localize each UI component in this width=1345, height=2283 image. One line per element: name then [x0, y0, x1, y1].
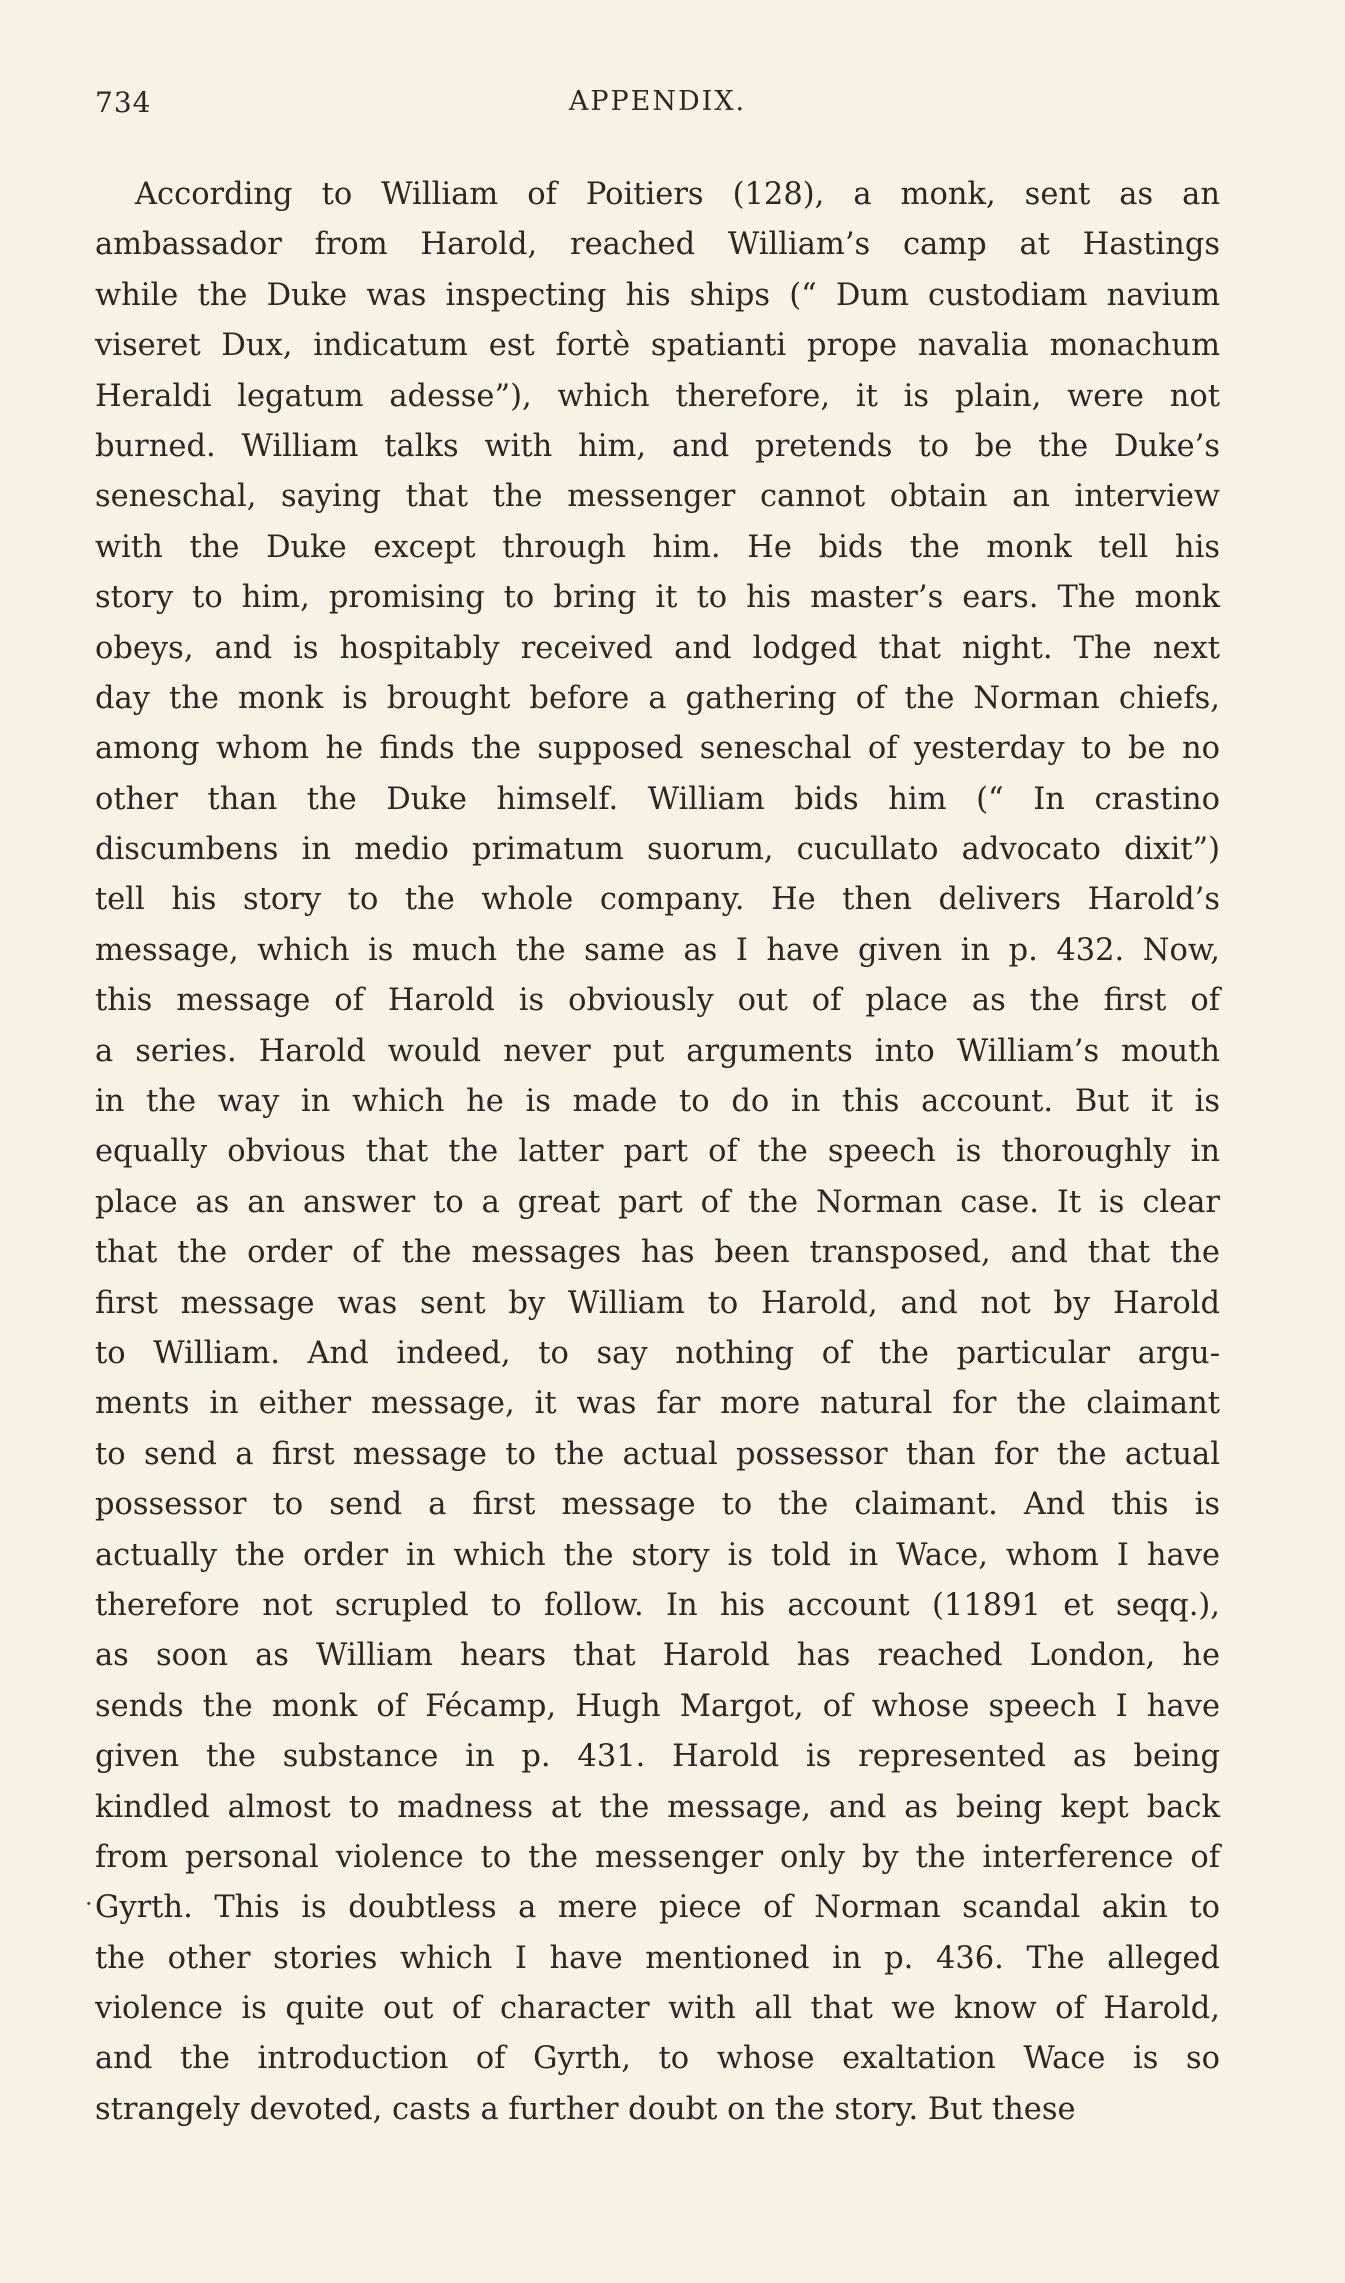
text-line: that the order of the messages has been transposed, and that the	[95, 1235, 1220, 1271]
text-line: According to William of Poitiers (128), a monk, sent as an	[135, 177, 1220, 212]
text-line: actually the order in which the story is told in Wace, whom I have	[95, 1537, 1220, 1573]
text-line: while the Duke was inspecting his ships (“ Dum custodiam navium	[95, 277, 1220, 313]
text-line: viseret Dux, indicatum est fortè spatianti prope navalia monachum	[95, 328, 1220, 364]
text-line: to William. And indeed, to say nothing of the particular argu-	[95, 1335, 1220, 1371]
text-line: among whom he finds the supposed seneschal of yesterday to be no	[95, 731, 1220, 767]
text-line: violence is quite out of character with all that we know of Harold,	[95, 1991, 1220, 2027]
text-line: given the substance in p. 431. Harold is represented as being	[95, 1739, 1220, 1775]
text-line: the other stories which I have mentioned in p. 436. The alleged	[95, 1940, 1220, 1976]
text-line: tell his story to the whole company. He then delivers Harold’s	[95, 882, 1220, 918]
text-line: to send a first message to the actual possessor than for the actual	[95, 1436, 1220, 1472]
text-line: message, which is much the same as I have given in p. 432. Now,	[95, 932, 1220, 968]
text-line: other than the Duke himself. William bids him (“ In crastino	[95, 781, 1220, 817]
margin-dot: ·	[85, 1890, 93, 1918]
page-number: 734	[95, 86, 152, 119]
text-line: strangely devoted, casts a further doubt on the story. But these	[95, 2091, 1076, 2127]
text-line: in the way in which he is made to do in this account. But it is	[95, 1084, 1220, 1120]
text-line: story to him, promising to bring it to his master’s ears. The monk	[95, 580, 1220, 616]
text-line: obeys, and is hospitably received and lodged that night. The next	[95, 630, 1220, 666]
text-line: therefore not scrupled to follow. In his account (11891 et seqq.),	[95, 1587, 1220, 1623]
text-line: equally obvious that the latter part of the speech is thoroughly in	[95, 1134, 1220, 1170]
text-line: ments in either message, it was far more natural for the claimant	[95, 1386, 1220, 1422]
text-line: possessor to send a first message to the claimant. And this is	[95, 1487, 1220, 1523]
running-head	[95, 86, 1220, 126]
text-line: seneschal, saying that the messenger cannot obtain an interview	[95, 479, 1220, 515]
text-line: discumbens in medio primatum suorum, cucullato advocato dixit”)	[95, 832, 1220, 868]
text-line: sends the monk of Fécamp, Hugh Margot, of whose speech I have	[95, 1688, 1220, 1724]
text-line: kindled almost to madness at the message, and as being kept back	[95, 1789, 1220, 1825]
text-line: ambassador from Harold, reached William’s camp at Hastings	[95, 227, 1220, 263]
text-line: day the monk is brought before a gathering of the Norman chiefs,	[95, 680, 1220, 716]
text-line: Heraldi legatum adesse”), which therefore, it is plain, were not	[95, 378, 1220, 414]
text-line: a series. Harold would never put arguments into William’s mouth	[95, 1033, 1220, 1069]
running-title: APPENDIX.	[568, 86, 747, 117]
text-line: first message was sent by William to Harold, and not by Harold	[95, 1285, 1220, 1321]
text-line: as soon as William hears that Harold has reached London, he	[95, 1638, 1220, 1674]
text-line: with the Duke except through him. He bids the monk tell his	[95, 529, 1220, 565]
text-line: place as an answer to a great part of the Norman case. It is clear	[95, 1184, 1220, 1220]
text-line: and the introduction of Gyrth, to whose exaltation Wace is so	[95, 2041, 1220, 2077]
text-line: burned. William talks with him, and pretends to be the Duke’s	[95, 428, 1220, 464]
body-paragraph	[95, 170, 1220, 2135]
text-line: from personal violence to the messenger only by the interference of	[95, 1839, 1220, 1875]
text-line: this message of Harold is obviously out of place as the first of	[95, 983, 1220, 1019]
text-line: Gyrth. This is doubtless a mere piece of Norman scandal akin to	[95, 1890, 1220, 1926]
